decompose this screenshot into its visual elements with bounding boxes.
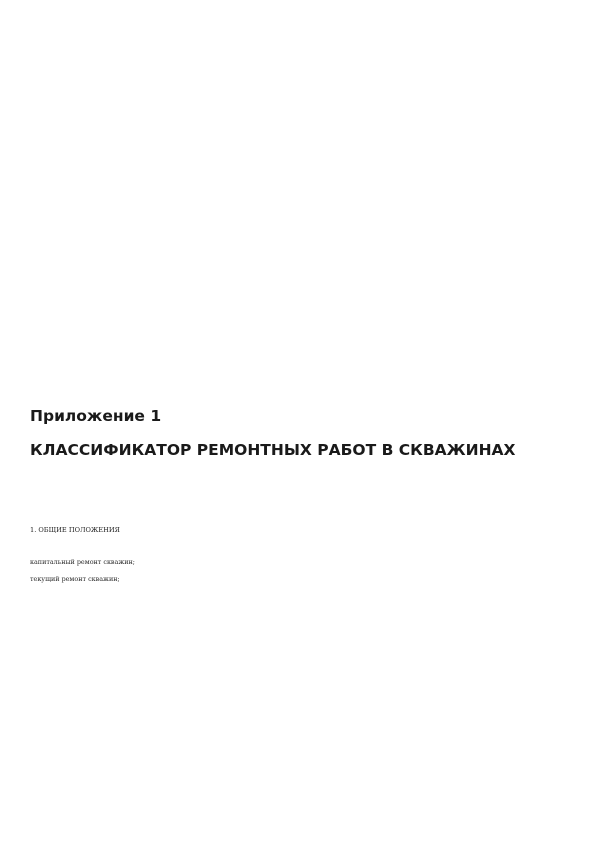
paragraph-line: [30, 284, 565, 294]
classifier-heading: КЛАССИФИКАТОР РЕМОНТНЫХ РАБОТ В СКВАЖИНАХ: [30, 441, 516, 460]
paragraph-line: [30, 370, 565, 380]
paragraph: [30, 715, 565, 744]
appendix-label: Приложение 1: [30, 407, 162, 426]
paragraph: [30, 14, 565, 33]
paragraph-line: [30, 210, 565, 220]
paragraph-line: [30, 128, 565, 138]
paragraph-line: [30, 24, 565, 34]
paragraph-line: [30, 236, 565, 246]
paragraph-line: [30, 680, 565, 690]
paragraph-line: [30, 542, 565, 552]
paragraph-line: [30, 360, 565, 370]
paragraph-line: [30, 174, 565, 184]
paragraph-line: [30, 498, 565, 508]
paragraph: [30, 558, 565, 568]
paragraph-line: [30, 618, 565, 628]
paragraph-line: капитальный ремонт скважин;: [30, 558, 135, 567]
lower-blocks: [30, 472, 565, 751]
paragraph-line: [30, 183, 565, 193]
paragraph: [30, 472, 565, 491]
paragraph: [30, 680, 565, 709]
paragraph: [30, 542, 565, 552]
paragraph-line: [30, 255, 565, 265]
paragraph: [30, 608, 565, 637]
paragraph: [30, 102, 565, 121]
paragraph: [30, 155, 565, 203]
paragraph-line: [30, 591, 565, 601]
paragraph-line: текущий ремонт скважин;: [30, 574, 120, 583]
paragraph: [30, 128, 565, 147]
paragraph-line: [30, 644, 565, 654]
paragraph-line: [30, 59, 565, 69]
paragraph-line: [30, 627, 565, 637]
paragraph: [30, 236, 565, 390]
paragraph-line: [30, 380, 565, 390]
paragraph-line: [30, 193, 565, 203]
paragraph-line: [30, 472, 565, 482]
paragraph-line: [30, 245, 565, 255]
upper-paragraphs: [30, 14, 565, 396]
paragraph-line: [30, 341, 565, 351]
paragraph-line: [30, 274, 565, 284]
paragraph-line: [30, 112, 565, 122]
paragraph: [30, 644, 565, 673]
paragraph-line: [30, 725, 565, 735]
paragraph-line: [30, 303, 565, 313]
paragraph-line: [30, 663, 565, 673]
paragraph-line: [30, 508, 565, 518]
paragraph: [30, 575, 565, 585]
paragraph-line: [30, 293, 565, 303]
section-heading: 1. ОБЩИЕ ПОЛОЖЕНИЯ: [30, 525, 120, 534]
paragraph-line: [30, 312, 565, 322]
paragraph-line: [30, 351, 565, 361]
paragraph-line: [30, 264, 565, 274]
paragraph-line: [30, 164, 565, 174]
paragraph-line: [30, 689, 565, 699]
paragraph: [30, 498, 565, 517]
document-page: [30, 14, 565, 751]
paragraph: [30, 76, 565, 95]
paragraph-line: [30, 138, 565, 148]
paragraph: [30, 40, 565, 69]
paragraph-line: [30, 332, 565, 342]
paragraph-line: [30, 734, 565, 744]
paragraph-line: [30, 40, 565, 50]
paragraph-line: [30, 699, 565, 709]
paragraph: [30, 591, 565, 601]
paragraph-line: [30, 219, 565, 229]
paragraph-line: [30, 50, 565, 60]
paragraph-line: [30, 715, 565, 725]
paragraph: [30, 210, 565, 229]
paragraph-line: [30, 322, 565, 332]
paragraph-line: [30, 653, 565, 663]
paragraph-line: [30, 76, 565, 86]
paragraph-line: [30, 482, 565, 492]
paragraph-line: [30, 86, 565, 96]
paragraph-line: [30, 14, 565, 24]
paragraph-line: [30, 608, 565, 618]
paragraph-line: [30, 155, 565, 165]
paragraph-line: [30, 102, 565, 112]
